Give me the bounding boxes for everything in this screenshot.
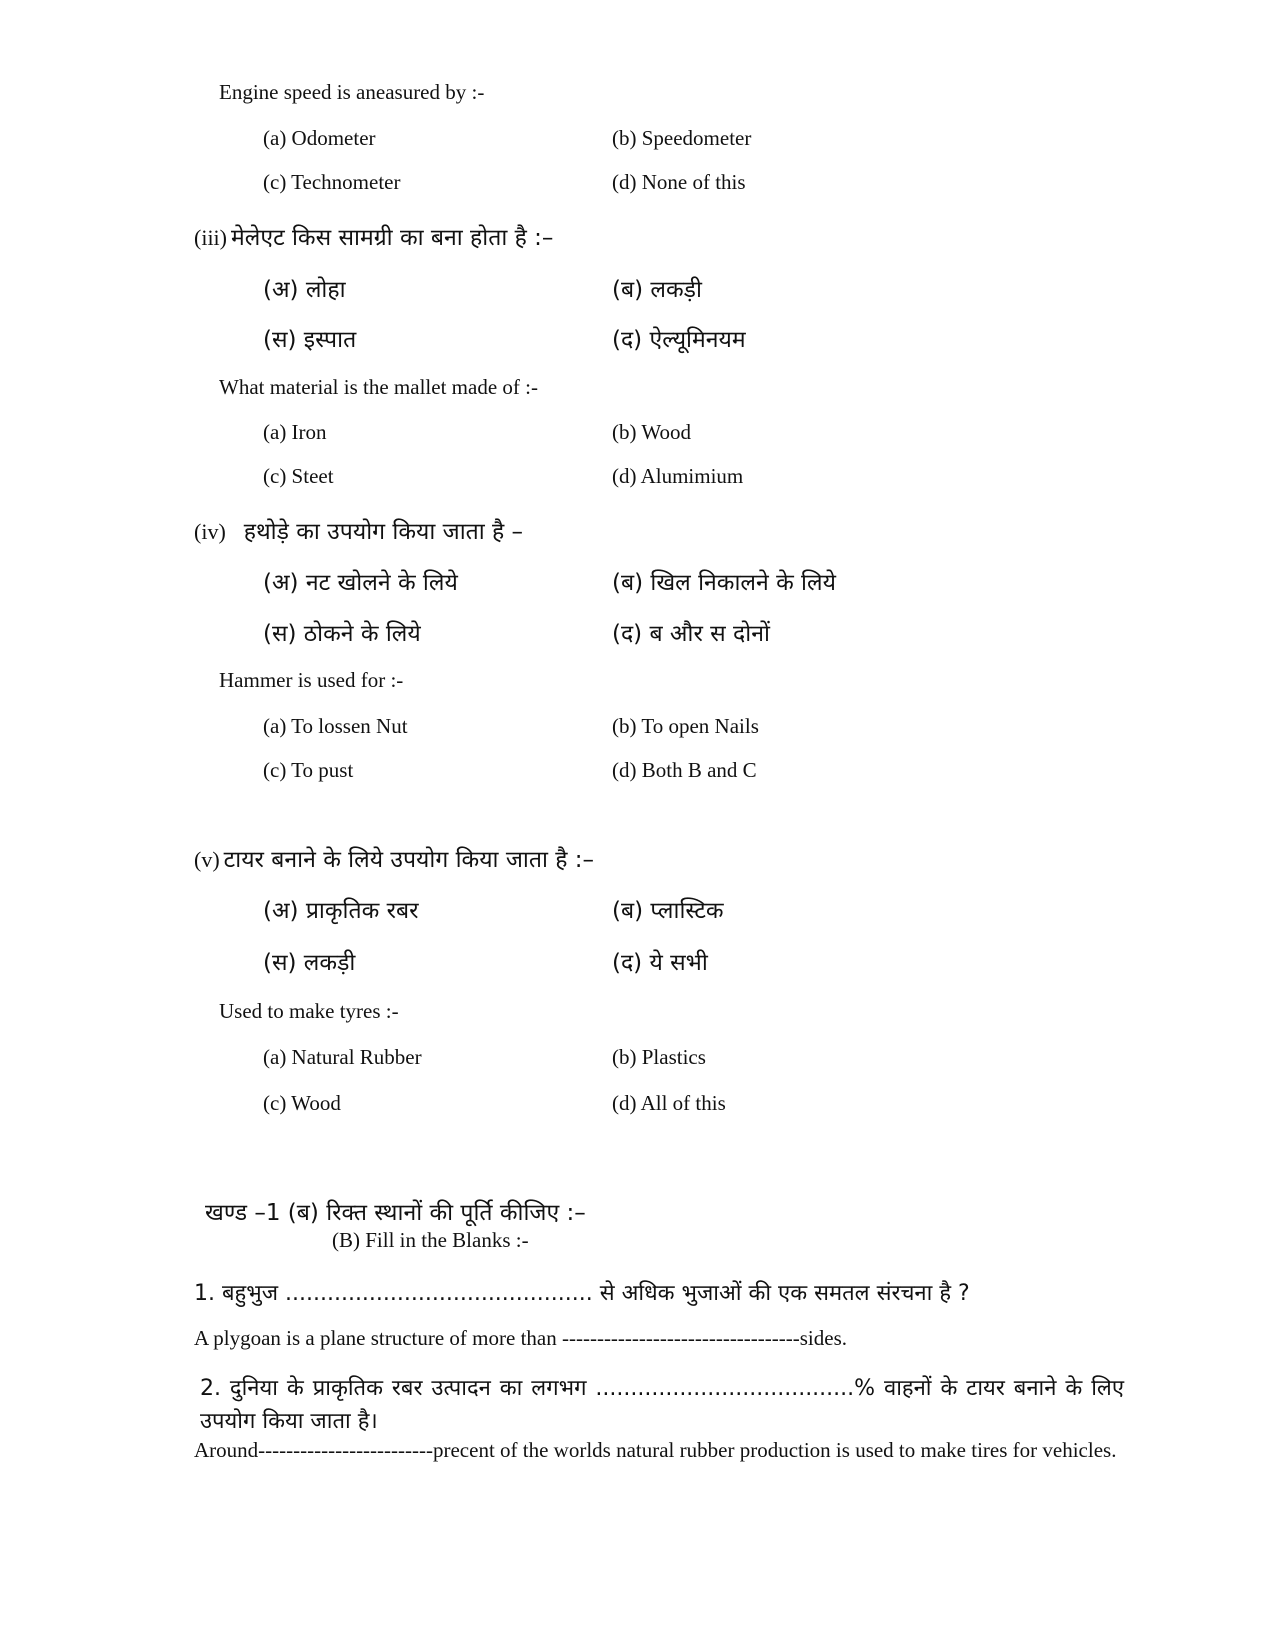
- q5-option-c-en: (c) Wood: [263, 1091, 341, 1115]
- q3-option-c-en: (c) Steet: [263, 464, 334, 488]
- q3-option-d-hi: (द) ऐल्यूमिनयम: [612, 327, 746, 353]
- q2-option-c-en: (c) Technometer: [263, 170, 401, 194]
- q4-stem-hi: हथोड़े का उपयोग किया जाता है –: [243, 519, 524, 545]
- q5-option-a-hi: (अ) प्राकृतिक रबर: [263, 898, 419, 924]
- q3-stem-hi: मेलेएट किस सामग्री का बना होता है :–: [231, 225, 554, 251]
- q4-option-a-hi: (अ) नट खोलने के लिये: [263, 570, 458, 596]
- q3-option-d-en: (d) Alumimium: [612, 464, 744, 488]
- q5-stem-hi: टायर बनाने के लिये उपयोग किया जाता है :–: [223, 847, 594, 873]
- q5-option-d-hi: (द) ये सभी: [612, 950, 708, 976]
- q5-option-b-en: (b) Plastics: [612, 1045, 706, 1069]
- q5-option-a-en: (a) Natural Rubber: [263, 1045, 422, 1069]
- q2-stem-en: Engine speed is aneasured by :-: [219, 80, 485, 104]
- q5-option-c-hi: (स) लकड़ी: [263, 950, 356, 976]
- q2-option-a-en: (a) Odometer: [263, 126, 376, 150]
- q4-option-d-hi: (द) ब और स दोनों: [612, 621, 770, 647]
- q4-number: (iv): [194, 519, 226, 544]
- q3-number: (iii): [194, 225, 227, 250]
- section-b-heading-en: (B) Fill in the Blanks :-: [332, 1228, 529, 1252]
- blank1-question-en: A plygoan is a plane structure of more than ----------------------------------sides.: [194, 1326, 847, 1350]
- q5-option-d-en: (d) All of this: [612, 1091, 726, 1115]
- q2-option-b-en: (b) Speedometer: [612, 126, 752, 150]
- q5-option-b-hi: (ब) प्लास्टिक: [612, 898, 724, 924]
- q3-stem-en: What material is the mallet made of :-: [219, 375, 538, 399]
- blank1-question-hi: 1. बहुभुज ............................................ से अधिक भुजाओं की एक समतल संरचना है ?: [194, 1281, 970, 1306]
- blank2-question-en: Around-------------------------precent of the worlds natural rubber production is used to make tires for vehicles.: [194, 1438, 1117, 1462]
- q4-stem-en: Hammer is used for :-: [219, 668, 404, 692]
- blank2-question-hi: 2. दुनिया के प्राकृतिक रबर उत्पादन का लगभग .....................................% वाहनों के टायर बनाने के लिए उपयोग किया जाता है।: [200, 1376, 1124, 1434]
- q3-stem-hi-row: [194, 220, 553, 252]
- q3-option-b-hi: (ब) लकड़ी: [612, 277, 702, 303]
- q5-number: (v): [194, 847, 220, 872]
- q4-option-b-hi: (ब) खिल निकालने के लिये: [612, 570, 836, 596]
- q5-stem-hi-row: [194, 842, 594, 874]
- q4-stem-hi-row: [194, 514, 523, 546]
- q5-stem-en: Used to make tyres :-: [219, 999, 399, 1023]
- q3-option-c-hi: (स) इस्पात: [263, 327, 357, 353]
- q4-option-b-en: (b) To open Nails: [612, 714, 759, 738]
- q4-option-d-en: (d) Both B and C: [612, 758, 757, 782]
- q3-option-a-hi: (अ) लोहा: [263, 277, 346, 303]
- q3-option-a-en: (a) Iron: [263, 420, 327, 444]
- q4-option-c-en: (c) To pust: [263, 758, 354, 782]
- q2-option-d-en: (d) None of this: [612, 170, 746, 194]
- q3-option-b-en: (b) Wood: [612, 420, 691, 444]
- q4-option-a-en: (a) To lossen Nut: [263, 714, 408, 738]
- q4-option-c-hi: (स) ठोकने के लिये: [263, 621, 421, 647]
- section-b-heading-hi: खण्ड –1 (ब) रिक्त स्थानों की पूर्ति कीजिए :–: [205, 1200, 586, 1226]
